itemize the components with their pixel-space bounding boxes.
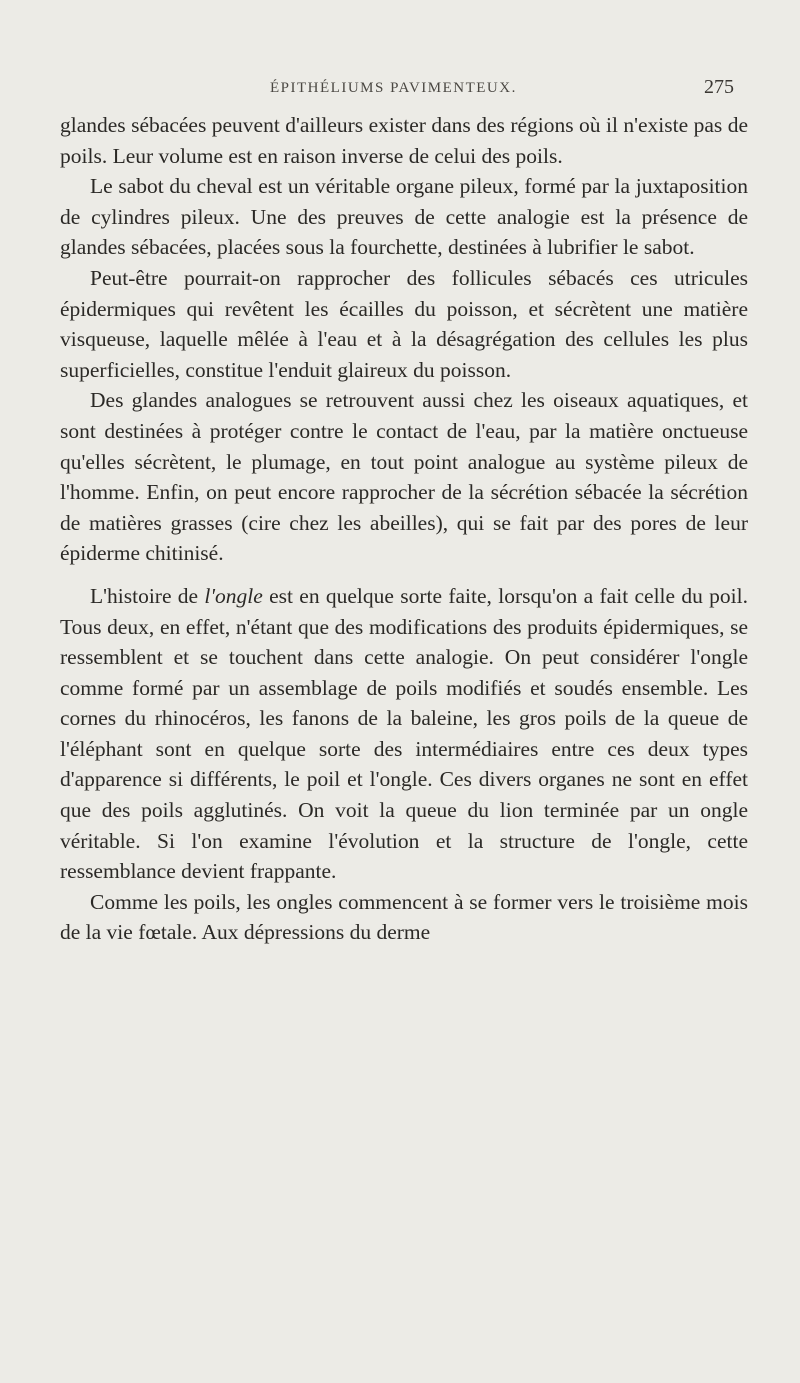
- running-title: ÉPITHÉLIUMS PAVIMENTEUX.: [270, 80, 517, 96]
- page-number: 275: [704, 76, 734, 98]
- paragraph-continuation: glandes sébacées peuvent d'ailleurs exister dans des régions où il n'existe pas de poils. Leur volume est en raison inverse de celui des poils.: [60, 113, 748, 168]
- body-text: [60, 110, 748, 948]
- paragraph-fish-utricles: Peut-être pourrait-on rapprocher des follicules sébacés ces utricules épidermiques qui revêtent les écailles du poisson, et sécrètent une matière visqueuse, laquelle mêlée à l'eau et à la désagrégation des cellules les plus superficielles, constitue l'enduit glaireux du poisson.: [60, 265, 748, 382]
- paragraph-nail-history: [60, 581, 748, 887]
- nail-emphasis: l'ongle: [204, 583, 263, 608]
- paragraph-aquatic-birds: Des glandes analogues se retrouvent aussi chez les oiseaux aquatiques, et sont destinées à protéger contre le contact de l'eau, par la matière onctueuse qu'elles sécrètent, le plumage, en tout point analogue au système pileux de l'homme. Enfin, on peut encore rapprocher de la sécrétion sébacée la sécrétion de matières grasses (cire chez les abeilles), qui se fait par des pores de leur épiderme chitinisé.: [60, 388, 748, 566]
- nail-history-rest: est en quelque sorte faite, lorsqu'on a fait celle du poil. Tous deux, en effet, n'étant que des modifications des produits épidermiques, se ressemblent et se touchent dans cette analogie. On peut considérer l'ongle comme formé par un assemblage de poils modifiés et soudés ensemble. Les cornes du rhinocéros, les fanons de la baleine, les gros poils de la queue de l'éléphant sont en quelque sorte des intermédiaires entre ces deux types d'apparence si différents, le poil et l'ongle. Ces divers organes ne sont en effet que des poils agglutinés. On voit la queue du lion terminée par un ongle véritable. Si l'on examine l'évolution et la structure de l'ongle, cette ressemblance devient frappante.: [60, 583, 748, 884]
- paragraph-nail-formation: Comme les poils, les ongles commencent à se former vers le troisième mois de la vie fœtale. Aux dépressions du derme: [60, 889, 748, 945]
- paragraph-horse-hoof: Le sabot du cheval est un véritable organe pileux, formé par la juxtaposition de cylindres pileux. Une des preuves de cette analogie est la présence de glandes sébacées, placées sous la fourchette, destinées à lubrifier le sabot.: [60, 174, 748, 260]
- running-head: [60, 76, 740, 106]
- nail-history-lead: L'histoire de: [90, 583, 205, 608]
